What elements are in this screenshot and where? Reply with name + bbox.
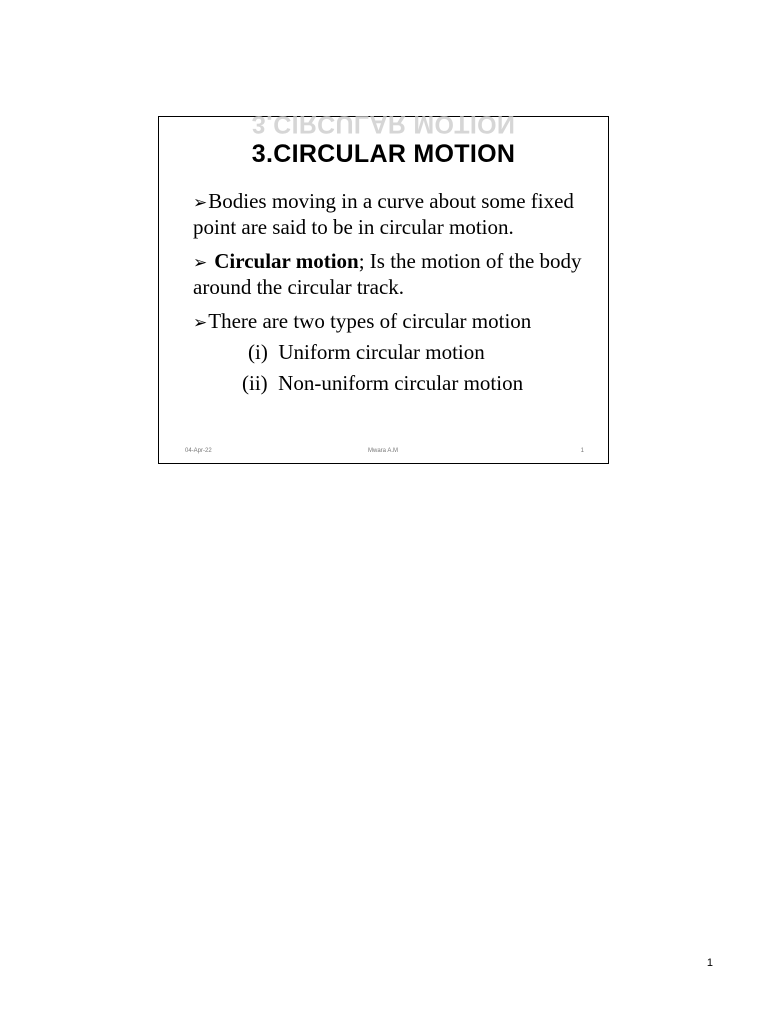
bullet-item <box>193 189 603 240</box>
page-number: 1 <box>706 957 713 969</box>
slide-title-reflection <box>159 110 608 139</box>
arrow-bullet-icon: ➢ <box>193 193 208 212</box>
sub-list-item <box>193 368 603 399</box>
sub-item-text: Uniform circular motion <box>278 340 485 364</box>
bullet-text: Bodies moving in a curve about some fixed point are said to be in circular motion. <box>193 189 574 239</box>
bullet-item <box>193 249 603 300</box>
bullet-item <box>193 309 603 335</box>
sub-item-number: (i) <box>248 340 268 364</box>
slide-title-wrap <box>159 139 608 169</box>
bullet-list <box>193 189 603 399</box>
arrow-bullet-icon: ➢ <box>193 253 208 272</box>
slide-title: 3.CIRCULAR MOTION <box>251 140 516 168</box>
sub-list-item <box>193 337 603 368</box>
slide-footer-date: 04-Apr-22 <box>185 448 212 454</box>
sub-item-text: Non-uniform circular motion <box>278 371 524 395</box>
bullet-bold-term: Circular motion <box>214 249 359 273</box>
sub-item-number: (ii) <box>242 371 268 395</box>
slide-footer-author: Mwara A.M <box>368 448 399 454</box>
slide-title-reflection-text: 3.CIRCULAR MOTION <box>251 110 516 138</box>
arrow-bullet-icon: ➢ <box>193 313 208 332</box>
slide-footer-number: 1 <box>580 448 584 454</box>
slide-frame <box>158 110 609 464</box>
bullet-text: There are two types of circular motion <box>208 309 532 333</box>
bullet-text: ; Is the motion of the body around the circular track. <box>193 249 582 299</box>
